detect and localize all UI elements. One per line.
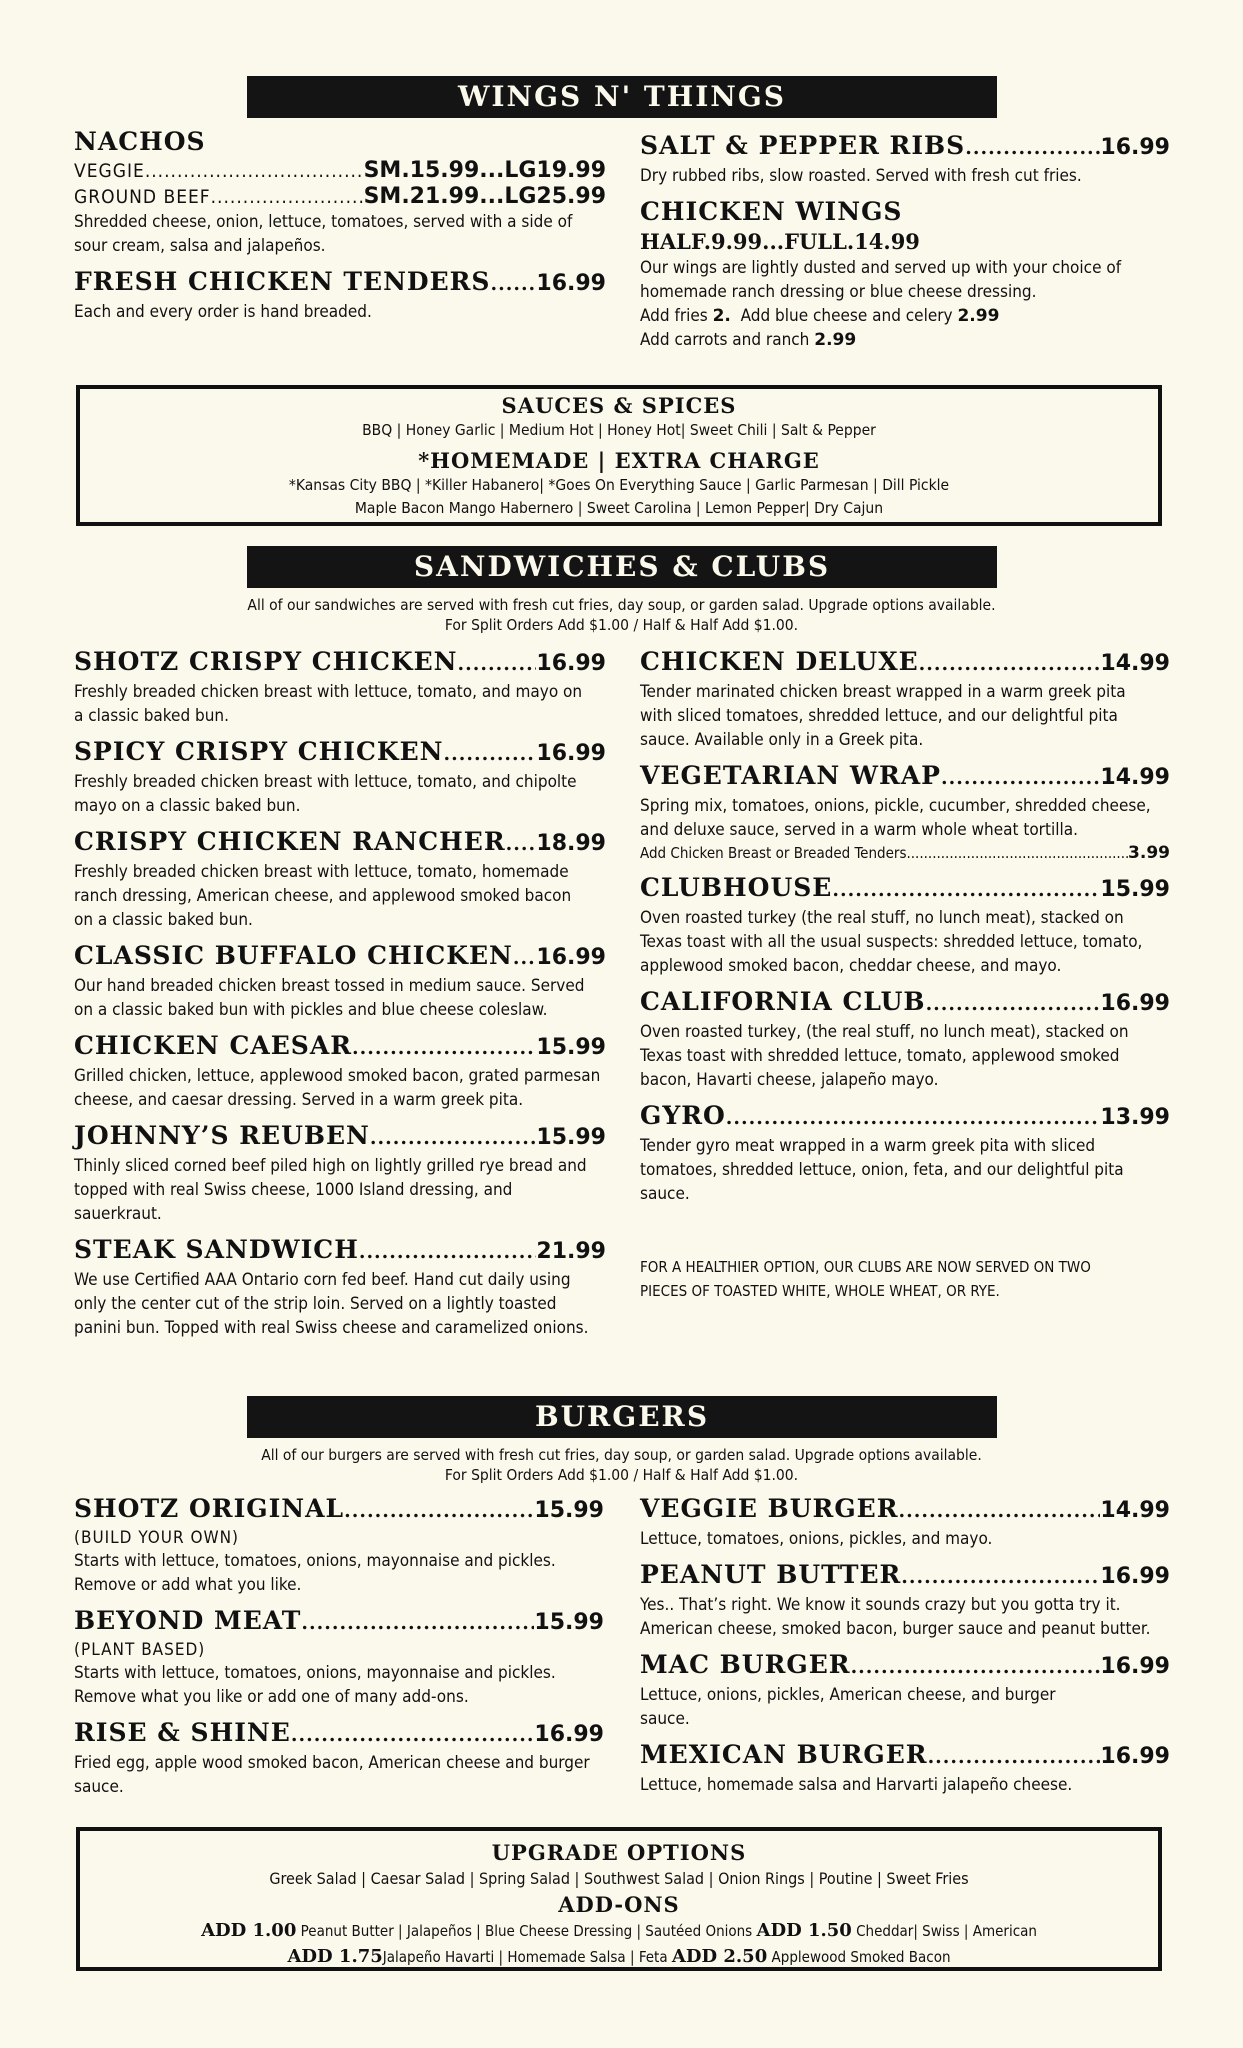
item-title: BEYOND MEAT ..... 15.99: [74, 1605, 604, 1639]
item-description: Freshly breaded chicken breast with lettuce, tomato, homemade ranch dressing, American cheese, and applewood smoked bacon on a classic baked bun.: [74, 862, 572, 930]
wings-addon-fries: Add fries 2. Add blue cheese and celery 2.99: [640, 306, 1000, 326]
item-description: Lettuce, tomatoes, onions, pickles, and mayo.: [640, 1529, 993, 1549]
burgers-left-column: [74, 1493, 604, 1807]
item-description: Shredded cheese, onion, lettuce, tomatoes, served with a side of sour cream, salsa and jalapeños.: [74, 212, 573, 256]
item-description: Dry rubbed ribs, slow roasted. Served with fresh cut fries.: [640, 166, 1082, 186]
addon-price: ADD 1.75: [287, 1946, 383, 1967]
menu-item: [640, 760, 1170, 864]
item-description: Lettuce, homemade salsa and Harvarti jalapeño cheese.: [640, 1775, 1073, 1795]
upgrade-heading: UPGRADE OPTIONS: [491, 1840, 747, 1865]
item-description: Oven roasted turkey (the real stuff, no lunch meat), stacked on Texas toast with all the usual suspects: shredded lettuce, tomato, applewood smoked bacon, cheddar cheese, and mayo.: [640, 908, 1143, 976]
item-title: JOHNNY’S REUBEN ..... 15.99: [74, 1120, 606, 1154]
menu-item: [74, 646, 606, 728]
menu-item-ribs: [640, 130, 1170, 188]
item-title: SHOTZ ORIGINAL ..... 15.99: [74, 1493, 604, 1527]
item-description: Lettuce, onions, pickles, American cheese, and burger sauce.: [640, 1685, 1056, 1729]
wings-right-column: [640, 130, 1170, 360]
item-title: SPICY CRISPY CHICKEN ..... 16.99: [74, 736, 606, 770]
menu-item: [74, 1717, 604, 1799]
addon-price: ADD 1.50: [756, 1920, 852, 1941]
item-title: PEANUT BUTTER ..... 16.99: [640, 1559, 1170, 1593]
menu-item: [640, 1649, 1170, 1731]
item-title: MEXICAN BURGER ..... 16.99: [640, 1739, 1170, 1773]
addons-line: ADD 1.00 Peanut Butter | Jalapeños | Blue Cheese Dressing | Sautéed Onions ADD 1.50 Cheddar| Swiss | American: [201, 1920, 1037, 1941]
menu-item: [74, 736, 606, 818]
item-title: FRESH CHICKEN TENDERS ..... 16.99: [74, 266, 606, 300]
nachos-veggie-line: VEGGIE ..... SM.15.99...LG19.99: [74, 158, 606, 184]
item-title: CALIFORNIA CLUB ..... 16.99: [640, 986, 1170, 1020]
item-description: Fried egg, apple wood smoked bacon, American cheese and burger sauce.: [74, 1753, 590, 1797]
menu-item-nachos: [74, 126, 606, 258]
item-description: Our wings are lightly dusted and served up with your choice of homemade ranch dressing or blue cheese dressing.: [640, 258, 1122, 302]
addon-price: ADD 2.50: [671, 1946, 768, 1967]
menu-item: [74, 1234, 606, 1340]
item-subtitle: (PLANT BASED): [74, 1640, 206, 1660]
item-description: We use Certified AAA Ontario corn fed beef. Hand cut daily using only the center cut of the strip loin. Served on a lightly toasted panini bun. Topped with real Swiss cheese and caramelized onions.: [74, 1270, 589, 1338]
item-title: NACHOS: [74, 127, 206, 156]
sandwiches-split-note: For Split Orders Add $1.00 / Half & Half Add $1.00.: [444, 616, 799, 634]
addons-heading: ADD-ONS: [558, 1892, 680, 1917]
item-title: VEGETARIAN WRAP ..... 14.99: [640, 760, 1170, 794]
item-title: CHICKEN CAESAR ..... 15.99: [74, 1030, 606, 1064]
homemade-heading: *HOMEMADE | EXTRA CHARGE: [418, 448, 820, 473]
sauces-heading: SAUCES & SPICES: [501, 393, 737, 418]
upgrade-line: Greek Salad | Caesar Salad | Spring Salad | Southwest Salad | Onion Rings | Poutine | Sweet Fries: [269, 1869, 969, 1888]
menu-item: [74, 1605, 604, 1709]
menu-item: [74, 1120, 606, 1226]
item-title: SALT & PEPPER RIBS ..... 16.99: [640, 130, 1170, 164]
item-title: CLUBHOUSE ..... 15.99: [640, 872, 1170, 906]
addon-price: ADD 1.00: [201, 1920, 297, 1941]
wings-addon-carrots: Add carrots and ranch 2.99: [640, 330, 857, 350]
menu-item: [640, 1493, 1170, 1551]
item-description: Oven roasted turkey, (the real stuff, no lunch meat), stacked on Texas toast with shredded lettuce, tomato, applewood smoked bacon, Havarti cheese, jalapeño mayo.: [640, 1022, 1129, 1090]
nachos-beef-line: GROUND BEEF ..... SM.21.99...LG25.99: [74, 184, 606, 210]
menu-item: [640, 1559, 1170, 1641]
sandwiches-right-column: [640, 646, 1170, 1214]
item-description: Tender gyro meat wrapped in a warm greek pita with sliced tomatoes, shredded lettuce, onion, feta, and our delightful pita sauce.: [640, 1136, 1124, 1204]
burgers-note: All of our burgers are served with fresh cut fries, day soup, or garden salad. Upgrade options available.: [261, 1446, 982, 1464]
item-description: Grilled chicken, lettuce, applewood smoked bacon, grated parmesan cheese, and caesar dressing. Served in a warm greek pita.: [74, 1066, 601, 1110]
wrap-addon: Add Chicken Breast or Breaded Tenders ..... 3.99: [640, 842, 1170, 864]
item-title: CHICKEN DELUXE ..... 14.99: [640, 646, 1170, 680]
item-title: STEAK SANDWICH ..... 21.99: [74, 1234, 606, 1268]
item-description: Freshly breaded chicken breast with lettuce, tomato, and chipolte mayo on a classic baked bun.: [74, 772, 577, 816]
menu-item: [74, 826, 606, 932]
item-price: HALF.9.99...FULL.14.99: [640, 229, 920, 254]
menu-item: [74, 1030, 606, 1112]
sandwiches-note: All of our sandwiches are served with fresh cut fries, day soup, or garden salad. Upgrade options available.: [247, 596, 996, 614]
wings-left-column: [74, 126, 606, 332]
item-title: VEGGIE BURGER ..... 14.99: [640, 1493, 1170, 1527]
item-description: Our hand breaded chicken breast tossed in medium sauce. Served on a classic baked bun with pickles and blue cheese coleslaw.: [74, 976, 585, 1020]
menu-item: [640, 1100, 1170, 1206]
item-description: Tender marinated chicken breast wrapped in a warm greek pita with sliced tomatoes, shredded lettuce, and our delightful pita sauce. Available only in a Greek pita.: [640, 682, 1126, 750]
item-description: Starts with lettuce, tomatoes, onions, mayonnaise and pickles. Remove or add what you like.: [74, 1551, 556, 1595]
homemade-sauces-line: *Kansas City BBQ | *Killer Habanero| *Goes On Everything Sauce | Garlic Parmesan | Dill Pickle: [288, 476, 950, 494]
item-title: GYRO ..... 13.99: [640, 1100, 1170, 1134]
menu-item: [640, 986, 1170, 1092]
upgrade-options-box: [76, 1827, 1162, 1971]
item-title: CRISPY CHICKEN RANCHER ..... 18.99: [74, 826, 606, 860]
homemade-sauces-line: Maple Bacon Mango Habernero | Sweet Carolina | Lemon Pepper| Dry Cajun: [354, 499, 884, 517]
item-title: MAC BURGER ..... 16.99: [640, 1649, 1170, 1683]
menu-item-wings: [640, 196, 1170, 352]
sandwiches-left-column: [74, 646, 606, 1348]
item-title: CLASSIC BUFFALO CHICKEN ..... 16.99: [74, 940, 606, 974]
burgers-right-column: [640, 1493, 1170, 1805]
item-title: RISE & SHINE ..... 16.99: [74, 1717, 604, 1751]
menu-item: [74, 940, 606, 1022]
burgers-split-note: For Split Orders Add $1.00 / Half & Half Add $1.00.: [444, 1466, 799, 1484]
item-description: Spring mix, tomatoes, onions, pickle, cucumber, shredded cheese, and deluxe sauce, served in a warm whole wheat tortilla.: [640, 796, 1151, 840]
item-title: CHICKEN WINGS: [640, 197, 903, 226]
menu-item: [640, 872, 1170, 978]
sauces-box: [76, 385, 1162, 526]
menu-item: [640, 1739, 1170, 1797]
item-description: Thinly sliced corned beef piled high on lightly grilled rye bread and topped with real Swiss cheese, 1000 Island dressing, and sauerkraut.: [74, 1156, 587, 1224]
item-description: Starts with lettuce, tomatoes, onions, mayonnaise and pickles. Remove what you like or add one of many add-ons.: [74, 1663, 556, 1707]
item-description: Yes.. That’s right. We know it sounds crazy but you gotta try it. American cheese, smoked bacon, burger sauce and peanut butter.: [640, 1595, 1151, 1639]
section-banner-burgers: BURGERS: [247, 1396, 997, 1438]
item-subtitle: (BUILD YOUR OWN): [74, 1528, 240, 1548]
section-banner-wings: WINGS N' THINGS: [247, 76, 997, 118]
menu-item: [74, 1493, 604, 1597]
item-description: Each and every order is hand breaded.: [74, 302, 372, 322]
menu-item: [640, 646, 1170, 752]
section-banner-sandwiches: SANDWICHES & CLUBS: [247, 546, 997, 588]
menu-item-tenders: [74, 266, 606, 324]
addons-line: ADD 1.75Jalapeño Havarti | Homemade Salsa | Feta ADD 2.50 Applewood Smoked Bacon: [287, 1946, 951, 1967]
item-title: SHOTZ CRISPY CHICKEN ..... 16.99: [74, 646, 606, 680]
healthier-note: FOR A HEALTHIER OPTION, OUR CLUBS ARE NOW SERVED ON TWO PIECES OF TOASTED WHITE, WHOLE WHEAT, OR RYE.: [640, 1258, 1091, 1300]
item-description: Freshly breaded chicken breast with lettuce, tomato, and mayo on a classic baked bun.: [74, 682, 583, 726]
sauces-line: BBQ | Honey Garlic | Medium Hot | Honey Hot| Sweet Chili | Salt & Pepper: [362, 421, 876, 439]
